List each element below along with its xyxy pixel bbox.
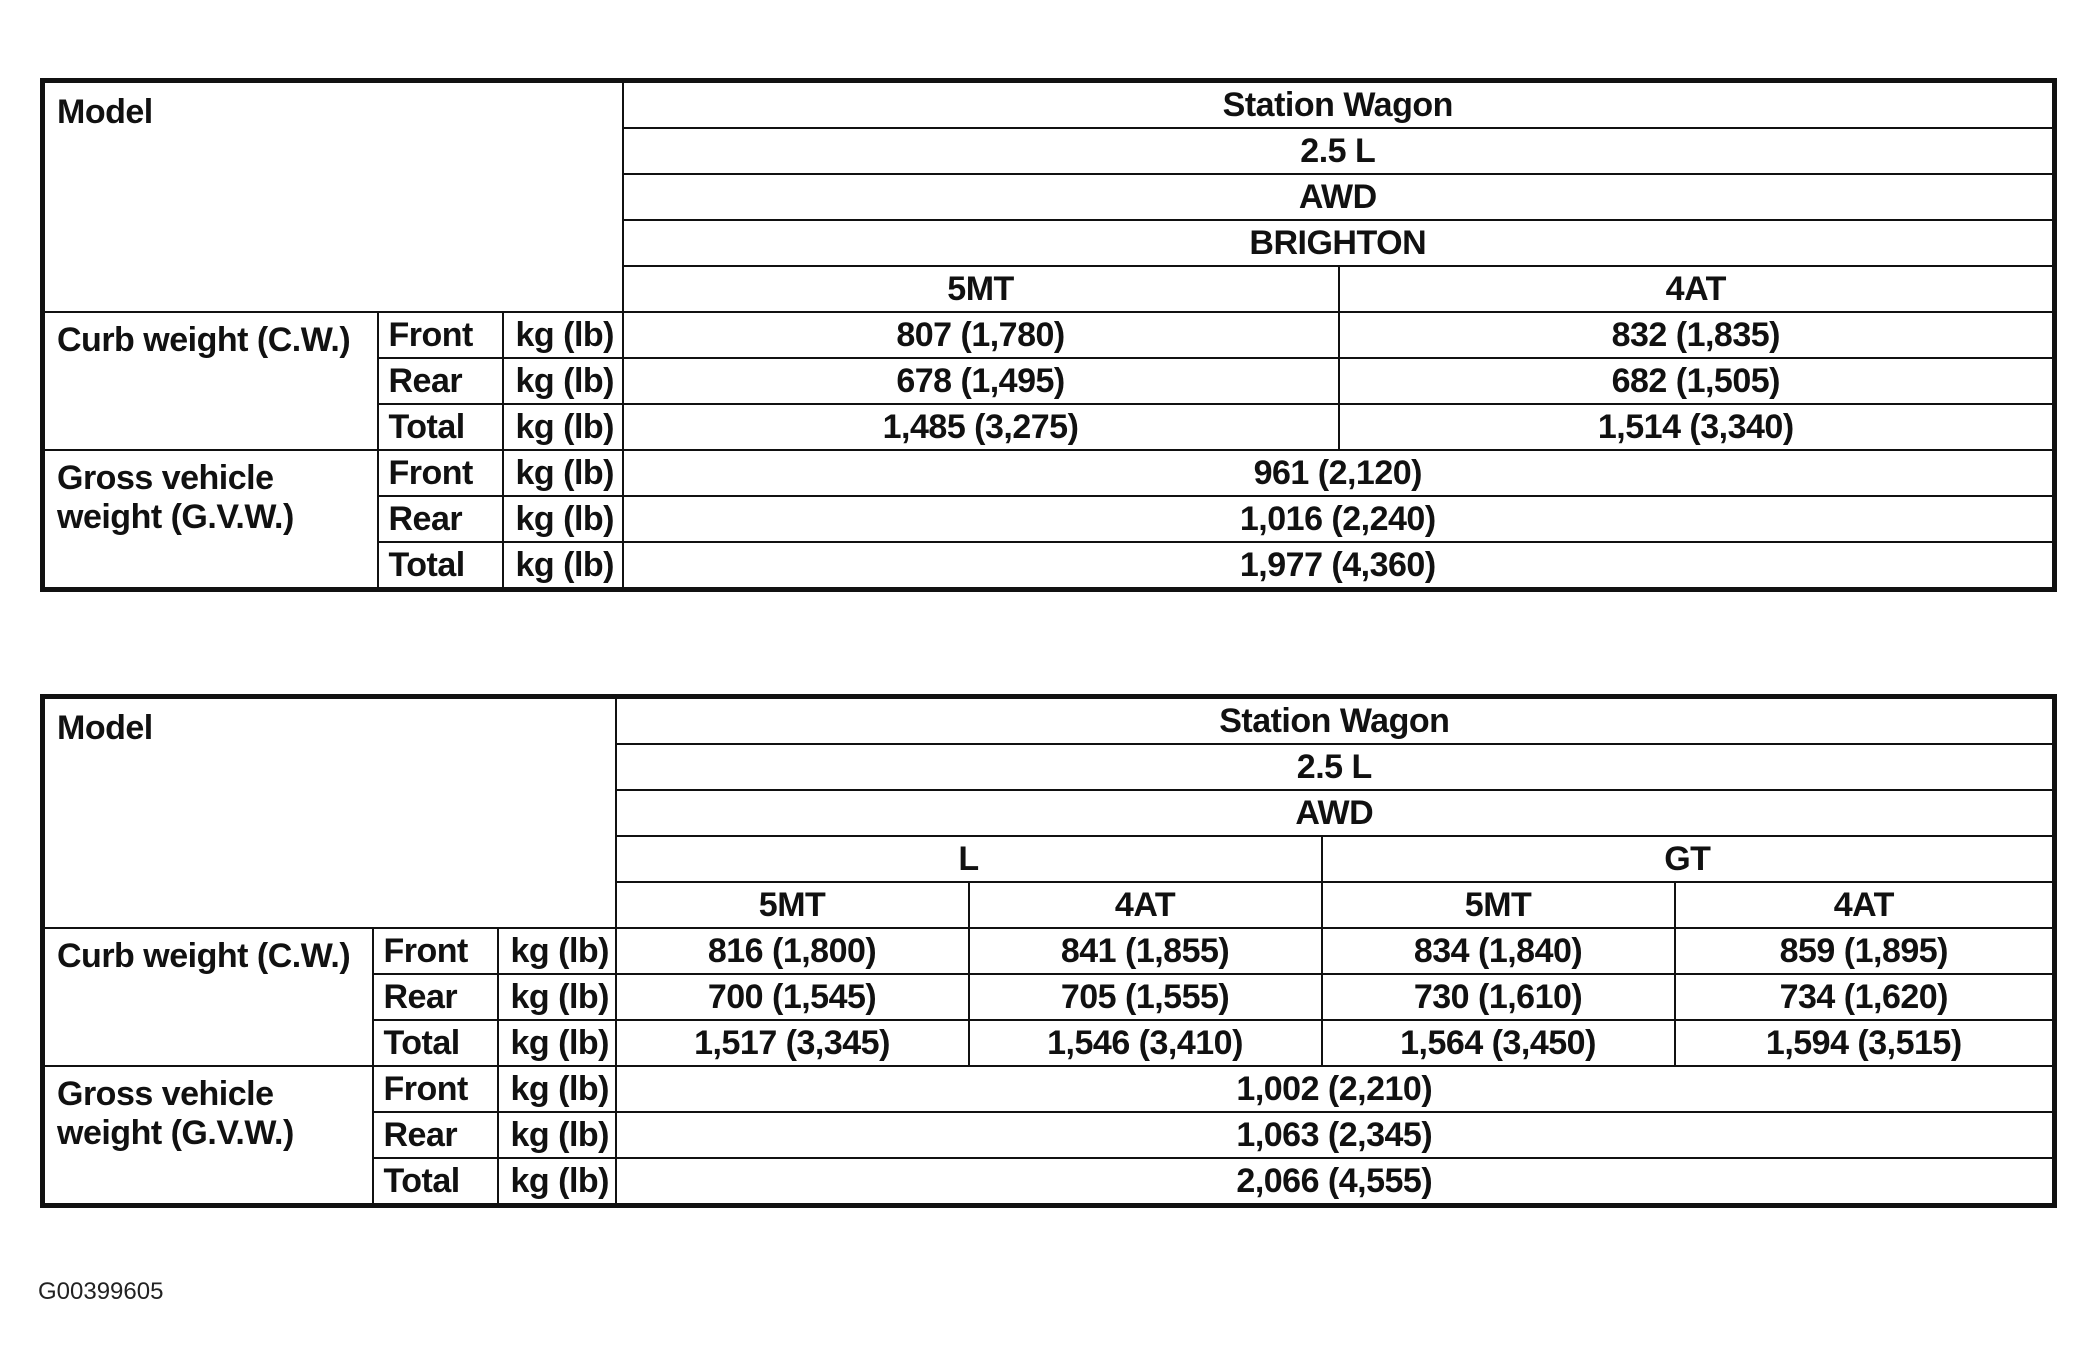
table-row xyxy=(43,312,2055,358)
position-label: Total xyxy=(373,1158,498,1206)
unit-label: kg (lb) xyxy=(503,312,623,358)
weight-value: 1,517 (3,345) xyxy=(616,1020,969,1066)
curb-weight-label: Curb weight (C.W.) xyxy=(43,312,378,450)
table-row xyxy=(43,1066,2055,1112)
unit-label: kg (lb) xyxy=(503,542,623,590)
weight-spec-table-l-gt xyxy=(40,694,2057,1208)
trim-header: BRIGHTON xyxy=(623,220,2055,266)
weight-value: 705 (1,555) xyxy=(969,974,1322,1020)
weight-value: 841 (1,855) xyxy=(969,928,1322,974)
engine-header: 2.5 L xyxy=(623,128,2055,174)
weight-value: 1,002 (2,210) xyxy=(616,1066,2055,1112)
weight-value: 2,066 (4,555) xyxy=(616,1158,2055,1206)
unit-label: kg (lb) xyxy=(498,928,616,974)
transmission-header: 5MT xyxy=(623,266,1339,312)
weight-value: 1,485 (3,275) xyxy=(623,404,1339,450)
weight-spec-table-brighton xyxy=(40,78,2057,592)
curb-weight-label: Curb weight (C.W.) xyxy=(43,928,373,1066)
table-row xyxy=(43,928,2055,974)
weight-value: 1,514 (3,340) xyxy=(1339,404,2055,450)
header-row-body xyxy=(43,81,2055,129)
unit-label: kg (lb) xyxy=(498,1020,616,1066)
weight-value: 816 (1,800) xyxy=(616,928,969,974)
engine-header: 2.5 L xyxy=(616,744,2055,790)
transmission-header: 5MT xyxy=(616,882,969,928)
weight-value: 1,546 (3,410) xyxy=(969,1020,1322,1066)
weight-value: 961 (2,120) xyxy=(623,450,2055,496)
position-label: Total xyxy=(378,542,503,590)
unit-label: kg (lb) xyxy=(498,1066,616,1112)
body-type-header: Station Wagon xyxy=(616,697,2055,745)
weight-value: 734 (1,620) xyxy=(1675,974,2055,1020)
position-label: Rear xyxy=(373,974,498,1020)
transmission-header: 5MT xyxy=(1322,882,1675,928)
position-label: Total xyxy=(373,1020,498,1066)
unit-label: kg (lb) xyxy=(503,358,623,404)
weight-value: 1,594 (3,515) xyxy=(1675,1020,2055,1066)
weight-value: 1,977 (4,360) xyxy=(623,542,2055,590)
weight-value: 1,016 (2,240) xyxy=(623,496,2055,542)
weight-value: 1,063 (2,345) xyxy=(616,1112,2055,1158)
weight-value: 807 (1,780) xyxy=(623,312,1339,358)
trim-header: L xyxy=(616,836,1322,882)
trim-header: GT xyxy=(1322,836,2055,882)
header-row-body xyxy=(43,697,2055,745)
position-label: Rear xyxy=(378,358,503,404)
position-label: Front xyxy=(378,450,503,496)
gvw-label-line2: weight (G.V.W.) xyxy=(57,1114,294,1152)
unit-label: kg (lb) xyxy=(503,496,623,542)
position-label: Rear xyxy=(373,1112,498,1158)
gvw-label-line1: Gross vehicle xyxy=(57,459,274,497)
weight-value: 700 (1,545) xyxy=(616,974,969,1020)
unit-label: kg (lb) xyxy=(498,974,616,1020)
transmission-header: 4AT xyxy=(1339,266,2055,312)
gvw-label-line1: Gross vehicle xyxy=(57,1075,274,1113)
drive-header: AWD xyxy=(623,174,2055,220)
weight-value: 730 (1,610) xyxy=(1322,974,1675,1020)
position-label: Front xyxy=(373,928,498,974)
position-label: Front xyxy=(378,312,503,358)
weight-value: 1,564 (3,450) xyxy=(1322,1020,1675,1066)
unit-label: kg (lb) xyxy=(498,1112,616,1158)
body-type-header: Station Wagon xyxy=(623,81,2055,129)
position-label: Front xyxy=(373,1066,498,1112)
weight-value: 859 (1,895) xyxy=(1675,928,2055,974)
gvw-label-line2: weight (G.V.W.) xyxy=(57,498,294,536)
position-label: Total xyxy=(378,404,503,450)
unit-label: kg (lb) xyxy=(503,404,623,450)
unit-label: kg (lb) xyxy=(503,450,623,496)
weight-value: 678 (1,495) xyxy=(623,358,1339,404)
unit-label: kg (lb) xyxy=(498,1158,616,1206)
transmission-header: 4AT xyxy=(1675,882,2055,928)
model-header: Model xyxy=(43,81,623,313)
gross-vehicle-weight-label xyxy=(43,450,378,590)
drive-header: AWD xyxy=(616,790,2055,836)
weight-value: 834 (1,840) xyxy=(1322,928,1675,974)
position-label: Rear xyxy=(378,496,503,542)
figure-code: G00399605 xyxy=(38,1278,164,1305)
weight-value: 682 (1,505) xyxy=(1339,358,2055,404)
gross-vehicle-weight-label xyxy=(43,1066,373,1206)
weight-value: 832 (1,835) xyxy=(1339,312,2055,358)
transmission-header: 4AT xyxy=(969,882,1322,928)
model-header: Model xyxy=(43,697,616,929)
table-row xyxy=(43,450,2055,496)
